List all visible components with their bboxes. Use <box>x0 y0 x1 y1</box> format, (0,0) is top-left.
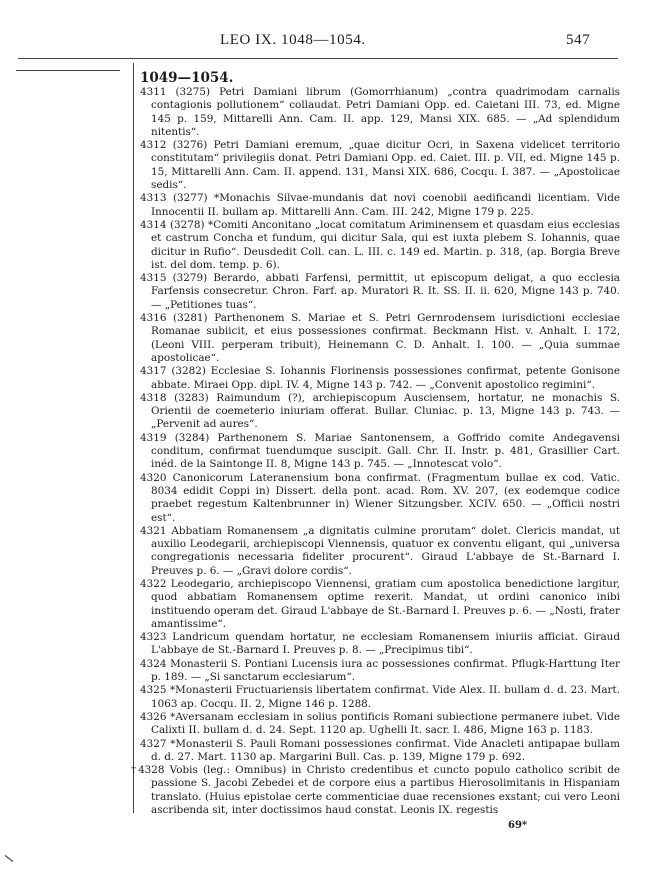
regest-entry: 4324 Monasterii S. Pontiani Lucensis iura ac possessiones confirmat. Pflugk-Harttung Iter p. 189. — „Si sanctarum ecclesiarum“. <box>140 657 620 684</box>
margin-mark <box>5 855 13 862</box>
running-title: LEO IX. 1048—1054. <box>220 32 366 48</box>
regest-entry: 4321 Abbatiam Romanensem „a dignitatis culmine prorutam“ dolet. Clericis mandat, ut auxilio Leodegarii, archiepiscopi Viennensis, quatuor ex conventu eligant, qui „universa congregationis necessaria fideliter procurent“. Giraud L'abbaye de St.-Barnard I. Preuves p. 6. — „Gravi dolore cordis“. <box>140 524 620 577</box>
regest-entry: 4314 (3278) *Comiti Anconitano „locat comitatum Ariminensem et quasdam eius ecclesias et castrum Concha et fundum, qui dicitur Sala, qui est iuxta plebem S. Iohannis, quae dicitur in Rufio“. Deusdedit Coll. can. L. III. c. 149 ed. Martin. p. 318, (ap. Borgia Breve ist. del dom. temp. p. 6). <box>140 218 620 271</box>
entry-list <box>131 86 620 817</box>
running-header <box>0 30 650 50</box>
regest-block <box>131 70 620 817</box>
header-rule <box>18 58 618 59</box>
margin-rule <box>16 70 120 71</box>
regest-entry: †4328 Vobis (leg.: Omnibus) in Christo credentibus et cuncto populo catholico scribit de passione S. Jacobi Zebedei et de corpore eius a partibus Hierosolimitanis in Hispaniam translato. (Huius epistolae certe commenticiae duae recensiones exstant; cui vero Leoni ascribenda sit, inter doctissimos haud constat. Leonis IX. regestis <box>131 764 620 817</box>
section-heading: 1049—1054. <box>140 70 234 86</box>
regest-entry: 4316 (3281) Parthenonem S. Mariae et S. Petri Gernrodensem iurisdictioni ecclesiae Romanae subiicit, et eius possessiones confirmat. Beckmann Hist. v. Anhalt. I. 172, (Leoni VIII. perperam tribuit), Heinemann C. D. Anhalt. I. 100. — „Quia summae apostolicae“. <box>140 312 620 364</box>
column-rule <box>133 63 134 813</box>
regest-entry: 4315 (3279) Berardo, abbati Farfensi, permittit, ut episcopum deligat, a quo ecclesia Farfensis consecretur. Chron. Farf. ap. Muratori R. It. SS. II. ii. 620, Migne 143 p. 740. — „Petitiones tuas“. <box>140 272 620 311</box>
regest-entry: 4318 (3283) Raimundum (?), archiepiscopum Ausciensem, hortatur, ne monachis S. Orientii de coemeterio iniuriam offerat. Bullar. Cluniac. p. 13, Migne 143 p. 743. — „Pervenit ad aures“. <box>140 391 620 431</box>
regest-entry: 4319 (3284) Parthenonem S. Mariae Santonensem, a Goffrido comite Andegavensi conditum, confirmat tuendumque suscipit. Gall. Chr. II. Instr. p. 481, Grasillier Cart. inéd. de la Saintonge II. 8, Migne 143 p. 745. — „Innotescat volo“. <box>140 431 620 471</box>
regest-entry: 4322 Leodegario, archiepiscopo Viennensi, gratiam cum apostolica benedictione largitur, quod abbatiam Romanensem optime rexerit. Mandat, ut ordini canonico inibi instituendo operam det. Giraud L'abbaye de St.-Barnard I. Preuves p. 6. — „Nosti, frater amantissime“. <box>140 577 620 630</box>
regest-entry: 4327 *Monasterii S. Pauli Romani possessiones confirmat. Vide Anacleti antipapae bullam d. d. 27. Mart. 1130 ap. Margarini Bull. Cas. p. 139, Migne 179 p. 692. <box>140 737 620 763</box>
regest-entry: 4317 (3282) Ecclesiae S. Iohannis Florinensis possessiones confirmat, petente Gonisone abbate. Miraei Opp. dipl. IV. 4, Migne 143 p. 742. — „Convenit apostolico regimini“. <box>140 365 620 391</box>
regest-entry: 4326 *Aversanam ecclesiam in solius pontificis Romani subiectione permanere iubet. Vide Calixti II. bullam d. d. 24. Sept. 1120 ap. Ughelli It. sacr. I. 486, Migne 163 p. 1183. <box>140 710 620 737</box>
printer-signature: 69* <box>508 820 528 831</box>
regest-entry: 4311 (3275) Petri Damiani librum (Gomorrhianum) „contra quadrimodam carnalis contagionis pollutionem“ collaudat. Petri Damiani Opp. ed. Caietani III. 73, ed. Migne 145 p. 159, Mittarelli Ann. Cam. II. app. 129, Mansi XIX. 685. — „Ad splendidum nitentis“. <box>140 86 620 138</box>
regest-entry: 4313 (3277) *Monachis Silvae-mundanis dat novi coenobii aedificandi licentiam. Vide Innocentii II. bullam ap. Mittarelli Ann. Cam. III. 242, Migne 179 p. 225. <box>140 192 620 218</box>
regest-entry: 4312 (3276) Petri Damiani eremum, „quae dicitur Ocri, in Saxena videlicet territorio constitutam“ privilegiis donat. Petri Damiani Opp. ed. Caiet. III. p. VII, ed. Migne 145 p. 15, Mittarelli Ann. Cam. II. append. 131, Mansi XIX. 686, Cocqu. I. 387. — „Apostolicae sedis“. <box>140 139 620 192</box>
page-number: 547 <box>566 32 591 48</box>
regest-entry: 4320 Canonicorum Lateranensium bona confirmat. (Fragmentum bullae ex cod. Vatic. 8034 edidit Coppi in) Dissert. della pont. acad. Rom. XV. 207, (ex eodemque codice praebet regestum Kaltenbrunner in) Wiener Sitzungsber. XCIV. 650. — „Officii nostri est“. <box>140 471 620 524</box>
regest-entry: 4325 *Monasterii Fructuariensis libertatem confirmat. Vide Alex. II. bullam d. d. 23. Mart. 1063 ap. Cocqu. II. 2, Migne 146 p. 1288. <box>140 684 620 710</box>
regest-entry: 4323 Landricum quendam hortatur, ne ecclesiam Romanensem iniuriis afficiat. Giraud L'abbaye de St.-Barnard I. Preuves p. 8. — „Precipimus tibi“. <box>140 631 620 657</box>
